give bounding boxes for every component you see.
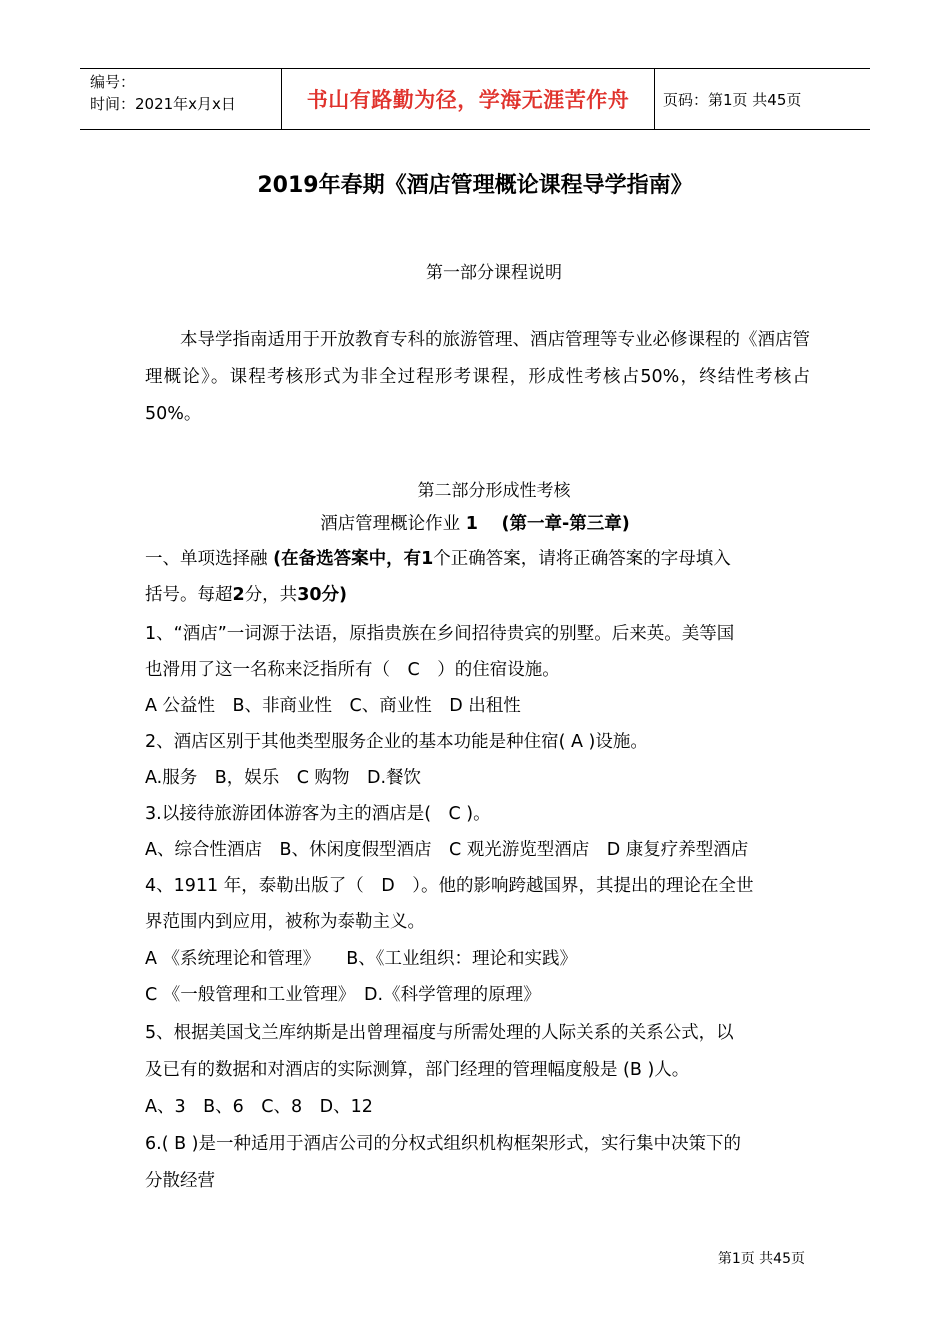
q3-options: A、综合性酒店 B、休闲度假型酒店 C 观光游览型酒店 D 康复疗养型酒店: [145, 840, 749, 860]
q1-line1: 1、“酒店”一词源于法语，原指贵族在乡间招待贵宾的别墅。后来英。美等国: [145, 624, 735, 644]
document-title: 2019年春期《酒店管理概论课程导学指南》: [257, 173, 693, 198]
page-info-cell: [655, 69, 870, 129]
section1-instr-num: 1: [421, 549, 434, 569]
header-meta-cell: [80, 69, 282, 129]
code-label: 编号：: [90, 73, 136, 91]
q5-line1: 5、根据美国戈兰库纳斯是出曾理福度与所需处理的人际关系的关系公式，以: [145, 1023, 734, 1043]
q2-options: A.服务 B，娱乐 C 购物 D.餐饮: [145, 768, 422, 788]
section1-line2: [145, 577, 347, 613]
q5-line2: 及已有的数据和对酒店的实际测算，部门经理的管理幅度般是 (B )人。: [145, 1060, 690, 1080]
section1-instr-b: 个正确答案，请将正确答案的字母填入: [433, 549, 731, 569]
section1-line1: [145, 541, 731, 577]
part2-heading: 第二部分形成性考核: [417, 481, 571, 501]
motto-text: 书山有路勤为径，学海无涯苦作舟: [306, 88, 630, 112]
section1-score-a: 括号。每超: [145, 585, 233, 605]
assignment-pre: 酒店管理概论作业: [320, 514, 461, 534]
part1-body: 本导学指南适用于开放教育专科的旅游管理、酒店管理等专业必修课程的《酒店管理概论》。课程考核形式为非全过程形考课程，形成性考核占50%，终结性考核占50%。: [145, 330, 810, 424]
assignment-range: (第一章-第三章): [501, 514, 630, 534]
part1-heading: 第一部分课程说明: [426, 263, 562, 283]
time-label: 时间：2021年x月x日: [90, 95, 236, 113]
q6-line2: 分散经营: [145, 1171, 215, 1191]
section1-instr-a: (在备选答案中，有: [273, 549, 422, 569]
section1-score-total: 30: [297, 585, 322, 605]
q4-options1: A 《系统理论和管理》 B、《工业组织：理论和实践》: [145, 949, 578, 969]
assignment-num: 1: [465, 514, 478, 534]
motto-cell: [282, 69, 655, 129]
section1-score-b: 分，共: [244, 585, 298, 605]
q1-line2: 也滑用了这一名称来泛指所有（ C ）的住宿设施。: [145, 660, 560, 680]
section1-score-num: 2: [232, 585, 245, 605]
assignment-title: [0, 510, 950, 535]
q4-line1: 4、1911 年，泰勒出版了（ D ）。他的影响跨越国界，其提出的理论在全世: [145, 876, 754, 896]
q3-line: 3.以接待旅游团体游客为主的酒店是( C )。: [145, 804, 491, 824]
section1-head: 一、单项选择融: [145, 549, 268, 569]
q2-line: 2、酒店区别于其他类型服务企业的基本功能是种住宿( A )设施。: [145, 732, 648, 752]
q6-line1: 6.( B )是一种适用于酒店公司的分权式组织机构框架形式，实行集中决策下的: [145, 1134, 741, 1154]
section1-score-c: 分): [321, 585, 348, 605]
q1-options: A 公益性 B、非商业性 C、商业性 D 出租性: [145, 696, 521, 716]
q4-options2: C 《一般管理和工业管理》 D.《科学管理的原理》: [145, 985, 541, 1005]
q4-line2: 界范围内到应用，被称为泰勒主义。: [145, 912, 425, 932]
page-info: 页码：第1页 共45页: [663, 90, 802, 109]
header-table: [80, 68, 870, 130]
q5-options: A、3 B、6 C、8 D、12: [145, 1097, 373, 1117]
page-footer: 第1页 共45页: [717, 1251, 805, 1267]
